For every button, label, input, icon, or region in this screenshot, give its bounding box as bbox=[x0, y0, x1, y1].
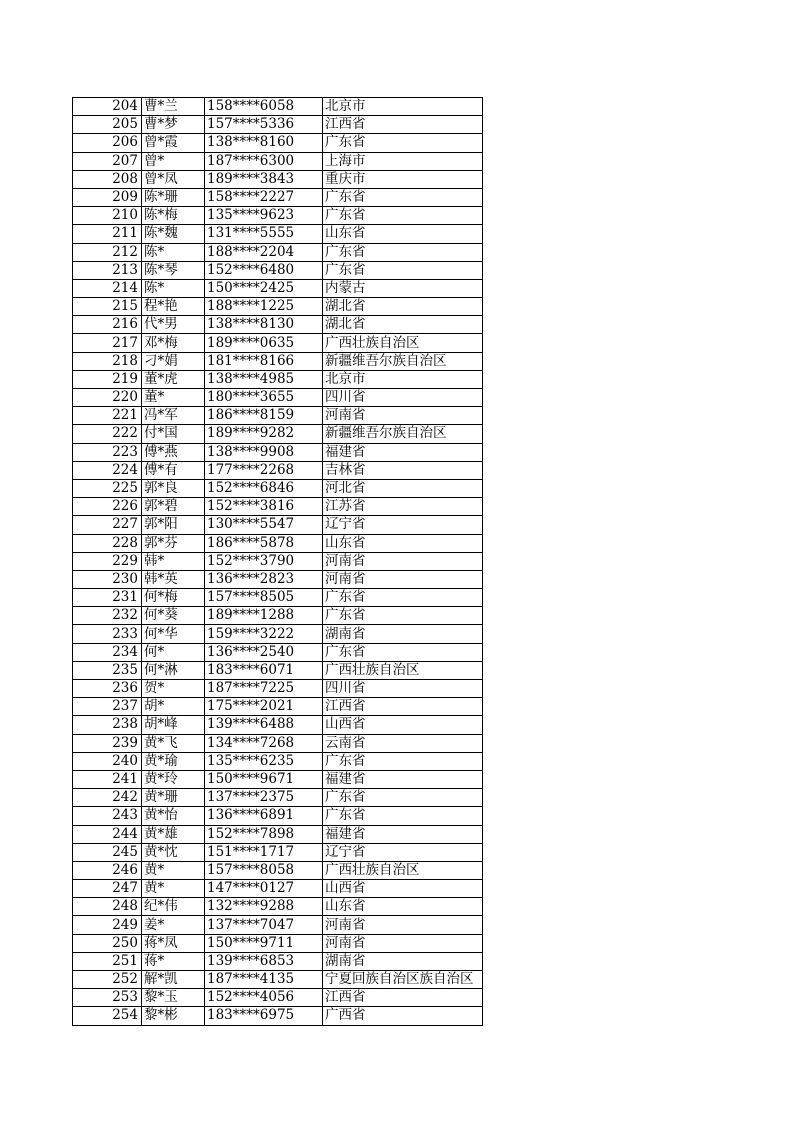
table-row bbox=[73, 716, 483, 734]
region-cell: 上海市 bbox=[323, 152, 483, 170]
table-row bbox=[73, 461, 483, 479]
name-cell: 陈*琴 bbox=[142, 261, 205, 279]
phone-cell: 189****9282 bbox=[205, 425, 323, 443]
region-cell: 吉林省 bbox=[323, 461, 483, 479]
name-cell: 黄* bbox=[142, 880, 205, 898]
phone-cell: 135****6235 bbox=[205, 752, 323, 770]
phone-cell: 135****9623 bbox=[205, 207, 323, 225]
table-row bbox=[73, 352, 483, 370]
row-number-cell: 216 bbox=[73, 316, 142, 334]
region-cell: 江西省 bbox=[323, 116, 483, 134]
row-number-cell: 248 bbox=[73, 898, 142, 916]
name-cell: 陈*珊 bbox=[142, 188, 205, 206]
phone-cell: 152****6480 bbox=[205, 261, 323, 279]
phone-cell: 175****2021 bbox=[205, 698, 323, 716]
row-number-cell: 234 bbox=[73, 643, 142, 661]
table-row bbox=[73, 188, 483, 206]
table-row bbox=[73, 971, 483, 989]
phone-cell: 150****2425 bbox=[205, 279, 323, 297]
name-cell: 纪*伟 bbox=[142, 898, 205, 916]
region-cell: 北京市 bbox=[323, 98, 483, 116]
row-number-cell: 253 bbox=[73, 989, 142, 1007]
name-cell: 郭*碧 bbox=[142, 498, 205, 516]
row-number-cell: 233 bbox=[73, 625, 142, 643]
region-cell: 河南省 bbox=[323, 570, 483, 588]
row-number-cell: 206 bbox=[73, 134, 142, 152]
table-row bbox=[73, 607, 483, 625]
table-row bbox=[73, 589, 483, 607]
region-cell: 河南省 bbox=[323, 407, 483, 425]
region-cell: 湖南省 bbox=[323, 952, 483, 970]
region-cell: 辽宁省 bbox=[323, 843, 483, 861]
table-row bbox=[73, 698, 483, 716]
phone-cell: 187****6300 bbox=[205, 152, 323, 170]
name-cell: 黎*彬 bbox=[142, 1007, 205, 1025]
table-row bbox=[73, 807, 483, 825]
row-number-cell: 236 bbox=[73, 680, 142, 698]
region-cell: 福建省 bbox=[323, 825, 483, 843]
row-number-cell: 244 bbox=[73, 825, 142, 843]
table-row bbox=[73, 207, 483, 225]
name-cell: 胡* bbox=[142, 698, 205, 716]
row-number-cell: 219 bbox=[73, 370, 142, 388]
phone-cell: 147****0127 bbox=[205, 880, 323, 898]
name-cell: 蒋*凤 bbox=[142, 934, 205, 952]
name-cell: 陈*梅 bbox=[142, 207, 205, 225]
region-cell: 广东省 bbox=[323, 188, 483, 206]
region-cell: 新疆维吾尔族自治区 bbox=[323, 425, 483, 443]
row-number-cell: 240 bbox=[73, 752, 142, 770]
phone-cell: 137****2375 bbox=[205, 789, 323, 807]
table-row bbox=[73, 152, 483, 170]
region-cell: 江苏省 bbox=[323, 498, 483, 516]
phone-cell: 130****5547 bbox=[205, 516, 323, 534]
phone-cell: 152****6846 bbox=[205, 479, 323, 497]
table-row bbox=[73, 643, 483, 661]
table-row bbox=[73, 843, 483, 861]
region-cell: 广东省 bbox=[323, 752, 483, 770]
region-cell: 山东省 bbox=[323, 898, 483, 916]
name-cell: 陈* bbox=[142, 243, 205, 261]
table-row bbox=[73, 279, 483, 297]
phone-cell: 157****8058 bbox=[205, 861, 323, 879]
region-cell: 广西壮族自治区 bbox=[323, 661, 483, 679]
name-cell: 黄*玲 bbox=[142, 770, 205, 788]
name-cell: 傅*燕 bbox=[142, 443, 205, 461]
name-cell: 蒋* bbox=[142, 952, 205, 970]
name-cell: 刁*娟 bbox=[142, 352, 205, 370]
table-row bbox=[73, 443, 483, 461]
row-number-cell: 250 bbox=[73, 934, 142, 952]
phone-cell: 157****8505 bbox=[205, 589, 323, 607]
table-row bbox=[73, 170, 483, 188]
phone-cell: 136****2540 bbox=[205, 643, 323, 661]
row-number-cell: 223 bbox=[73, 443, 142, 461]
region-cell: 山西省 bbox=[323, 716, 483, 734]
region-cell: 新疆维吾尔族自治区 bbox=[323, 352, 483, 370]
name-cell: 黄*瑜 bbox=[142, 752, 205, 770]
name-cell: 郭*芬 bbox=[142, 534, 205, 552]
row-number-cell: 210 bbox=[73, 207, 142, 225]
phone-cell: 134****7268 bbox=[205, 734, 323, 752]
table-row bbox=[73, 389, 483, 407]
region-cell: 湖北省 bbox=[323, 316, 483, 334]
phone-cell: 158****2227 bbox=[205, 188, 323, 206]
name-cell: 曾*凤 bbox=[142, 170, 205, 188]
table-row bbox=[73, 516, 483, 534]
table-row bbox=[73, 625, 483, 643]
phone-cell: 138****8130 bbox=[205, 316, 323, 334]
row-number-cell: 237 bbox=[73, 698, 142, 716]
row-number-cell: 212 bbox=[73, 243, 142, 261]
region-cell: 广东省 bbox=[323, 589, 483, 607]
phone-cell: 152****3790 bbox=[205, 552, 323, 570]
name-cell: 黄*雄 bbox=[142, 825, 205, 843]
table-row bbox=[73, 661, 483, 679]
table-row bbox=[73, 880, 483, 898]
row-number-cell: 205 bbox=[73, 116, 142, 134]
table-body bbox=[73, 98, 483, 1026]
name-cell: 代*男 bbox=[142, 316, 205, 334]
table-row bbox=[73, 479, 483, 497]
phone-cell: 189****0635 bbox=[205, 334, 323, 352]
phone-cell: 186****5878 bbox=[205, 534, 323, 552]
row-number-cell: 251 bbox=[73, 952, 142, 970]
table-row bbox=[73, 934, 483, 952]
row-number-cell: 246 bbox=[73, 861, 142, 879]
name-cell: 黎*玉 bbox=[142, 989, 205, 1007]
region-cell: 广东省 bbox=[323, 607, 483, 625]
region-cell: 湖北省 bbox=[323, 298, 483, 316]
name-cell: 曹*兰 bbox=[142, 98, 205, 116]
phone-cell: 187****7225 bbox=[205, 680, 323, 698]
row-number-cell: 213 bbox=[73, 261, 142, 279]
region-cell: 江西省 bbox=[323, 989, 483, 1007]
region-cell: 湖南省 bbox=[323, 625, 483, 643]
name-cell: 黄*怡 bbox=[142, 807, 205, 825]
phone-cell: 186****8159 bbox=[205, 407, 323, 425]
name-cell: 黄*飞 bbox=[142, 734, 205, 752]
phone-cell: 189****3843 bbox=[205, 170, 323, 188]
row-number-cell: 208 bbox=[73, 170, 142, 188]
row-number-cell: 222 bbox=[73, 425, 142, 443]
region-cell: 广东省 bbox=[323, 207, 483, 225]
name-cell: 胡*峰 bbox=[142, 716, 205, 734]
region-cell: 广东省 bbox=[323, 243, 483, 261]
phone-cell: 138****8160 bbox=[205, 134, 323, 152]
region-cell: 四川省 bbox=[323, 680, 483, 698]
region-cell: 河南省 bbox=[323, 552, 483, 570]
row-number-cell: 217 bbox=[73, 334, 142, 352]
name-cell: 黄*珊 bbox=[142, 789, 205, 807]
phone-cell: 136****6891 bbox=[205, 807, 323, 825]
row-number-cell: 220 bbox=[73, 389, 142, 407]
phone-cell: 150****9711 bbox=[205, 934, 323, 952]
row-number-cell: 242 bbox=[73, 789, 142, 807]
region-cell: 山西省 bbox=[323, 880, 483, 898]
table-row bbox=[73, 734, 483, 752]
row-number-cell: 221 bbox=[73, 407, 142, 425]
region-cell: 广东省 bbox=[323, 261, 483, 279]
row-number-cell: 224 bbox=[73, 461, 142, 479]
table-row bbox=[73, 334, 483, 352]
region-cell: 广东省 bbox=[323, 789, 483, 807]
region-cell: 山东省 bbox=[323, 534, 483, 552]
table-row bbox=[73, 116, 483, 134]
data-table bbox=[72, 97, 483, 1026]
phone-cell: 189****1288 bbox=[205, 607, 323, 625]
row-number-cell: 231 bbox=[73, 589, 142, 607]
phone-cell: 183****6975 bbox=[205, 1007, 323, 1025]
name-cell: 何*葵 bbox=[142, 607, 205, 625]
phone-cell: 139****6853 bbox=[205, 952, 323, 970]
name-cell: 何*淋 bbox=[142, 661, 205, 679]
row-number-cell: 218 bbox=[73, 352, 142, 370]
table-row bbox=[73, 825, 483, 843]
table-row bbox=[73, 989, 483, 1007]
table-row bbox=[73, 861, 483, 879]
name-cell: 何* bbox=[142, 643, 205, 661]
phone-cell: 152****7898 bbox=[205, 825, 323, 843]
row-number-cell: 225 bbox=[73, 479, 142, 497]
name-cell: 郭*良 bbox=[142, 479, 205, 497]
region-cell: 云南省 bbox=[323, 734, 483, 752]
name-cell: 韩* bbox=[142, 552, 205, 570]
phone-cell: 188****2204 bbox=[205, 243, 323, 261]
region-cell: 内蒙古 bbox=[323, 279, 483, 297]
row-number-cell: 247 bbox=[73, 880, 142, 898]
name-cell: 傅*有 bbox=[142, 461, 205, 479]
phone-cell: 151****1717 bbox=[205, 843, 323, 861]
row-number-cell: 214 bbox=[73, 279, 142, 297]
region-cell: 广东省 bbox=[323, 643, 483, 661]
row-number-cell: 207 bbox=[73, 152, 142, 170]
phone-cell: 152****3816 bbox=[205, 498, 323, 516]
region-cell: 河北省 bbox=[323, 479, 483, 497]
name-cell: 程*艳 bbox=[142, 298, 205, 316]
name-cell: 曹*梦 bbox=[142, 116, 205, 134]
phone-cell: 138****4985 bbox=[205, 370, 323, 388]
table-row bbox=[73, 316, 483, 334]
phone-cell: 181****8166 bbox=[205, 352, 323, 370]
table-row bbox=[73, 680, 483, 698]
table-row bbox=[73, 916, 483, 934]
region-cell: 河南省 bbox=[323, 934, 483, 952]
region-cell: 江西省 bbox=[323, 698, 483, 716]
phone-cell: 183****6071 bbox=[205, 661, 323, 679]
phone-cell: 159****3222 bbox=[205, 625, 323, 643]
name-cell: 解*凯 bbox=[142, 971, 205, 989]
phone-cell: 136****2823 bbox=[205, 570, 323, 588]
phone-cell: 187****4135 bbox=[205, 971, 323, 989]
table-row bbox=[73, 770, 483, 788]
name-cell: 贺* bbox=[142, 680, 205, 698]
name-cell: 姜* bbox=[142, 916, 205, 934]
name-cell: 黄* bbox=[142, 861, 205, 879]
row-number-cell: 243 bbox=[73, 807, 142, 825]
name-cell: 曾*霞 bbox=[142, 134, 205, 152]
table-row bbox=[73, 789, 483, 807]
region-cell: 山东省 bbox=[323, 225, 483, 243]
phone-cell: 157****5336 bbox=[205, 116, 323, 134]
table-row bbox=[73, 534, 483, 552]
region-cell: 四川省 bbox=[323, 389, 483, 407]
row-number-cell: 204 bbox=[73, 98, 142, 116]
table-row bbox=[73, 261, 483, 279]
row-number-cell: 226 bbox=[73, 498, 142, 516]
table-row bbox=[73, 552, 483, 570]
row-number-cell: 239 bbox=[73, 734, 142, 752]
name-cell: 付*国 bbox=[142, 425, 205, 443]
row-number-cell: 209 bbox=[73, 188, 142, 206]
name-cell: 何*梅 bbox=[142, 589, 205, 607]
phone-cell: 150****9671 bbox=[205, 770, 323, 788]
row-number-cell: 232 bbox=[73, 607, 142, 625]
row-number-cell: 228 bbox=[73, 534, 142, 552]
region-cell: 辽宁省 bbox=[323, 516, 483, 534]
name-cell: 陈*魏 bbox=[142, 225, 205, 243]
phone-cell: 137****7047 bbox=[205, 916, 323, 934]
table-row bbox=[73, 225, 483, 243]
region-cell: 北京市 bbox=[323, 370, 483, 388]
name-cell: 董* bbox=[142, 389, 205, 407]
row-number-cell: 229 bbox=[73, 552, 142, 570]
region-cell: 河南省 bbox=[323, 916, 483, 934]
phone-cell: 158****6058 bbox=[205, 98, 323, 116]
name-cell: 陈* bbox=[142, 279, 205, 297]
region-cell: 福建省 bbox=[323, 443, 483, 461]
table-row bbox=[73, 407, 483, 425]
phone-cell: 132****9288 bbox=[205, 898, 323, 916]
row-number-cell: 252 bbox=[73, 971, 142, 989]
phone-cell: 177****2268 bbox=[205, 461, 323, 479]
name-cell: 董*虎 bbox=[142, 370, 205, 388]
row-number-cell: 249 bbox=[73, 916, 142, 934]
table-row bbox=[73, 298, 483, 316]
table-row bbox=[73, 898, 483, 916]
row-number-cell: 241 bbox=[73, 770, 142, 788]
row-number-cell: 227 bbox=[73, 516, 142, 534]
table-row bbox=[73, 1007, 483, 1025]
row-number-cell: 254 bbox=[73, 1007, 142, 1025]
region-cell: 广东省 bbox=[323, 807, 483, 825]
phone-cell: 139****6488 bbox=[205, 716, 323, 734]
name-cell: 邓*梅 bbox=[142, 334, 205, 352]
region-cell: 广东省 bbox=[323, 134, 483, 152]
phone-cell: 131****5555 bbox=[205, 225, 323, 243]
phone-cell: 180****3655 bbox=[205, 389, 323, 407]
phone-cell: 152****4056 bbox=[205, 989, 323, 1007]
region-cell: 重庆市 bbox=[323, 170, 483, 188]
phone-cell: 188****1225 bbox=[205, 298, 323, 316]
region-cell: 广西壮族自治区 bbox=[323, 861, 483, 879]
table-row bbox=[73, 98, 483, 116]
region-cell: 福建省 bbox=[323, 770, 483, 788]
table-row bbox=[73, 570, 483, 588]
table-row bbox=[73, 370, 483, 388]
row-number-cell: 245 bbox=[73, 843, 142, 861]
name-cell: 冯*军 bbox=[142, 407, 205, 425]
row-number-cell: 211 bbox=[73, 225, 142, 243]
table-row bbox=[73, 134, 483, 152]
row-number-cell: 235 bbox=[73, 661, 142, 679]
name-cell: 韩*英 bbox=[142, 570, 205, 588]
table-row bbox=[73, 952, 483, 970]
row-number-cell: 215 bbox=[73, 298, 142, 316]
name-cell: 曾* bbox=[142, 152, 205, 170]
name-cell: 黄*忱 bbox=[142, 843, 205, 861]
row-number-cell: 230 bbox=[73, 570, 142, 588]
region-cell: 宁夏回族自治区族自治区 bbox=[323, 971, 483, 989]
table-row bbox=[73, 498, 483, 516]
table-row bbox=[73, 425, 483, 443]
name-cell: 何*华 bbox=[142, 625, 205, 643]
region-cell: 广西壮族自治区 bbox=[323, 334, 483, 352]
name-cell: 郭*阳 bbox=[142, 516, 205, 534]
row-number-cell: 238 bbox=[73, 716, 142, 734]
phone-cell: 138****9908 bbox=[205, 443, 323, 461]
region-cell: 广西省 bbox=[323, 1007, 483, 1025]
table-row bbox=[73, 752, 483, 770]
table-row bbox=[73, 243, 483, 261]
